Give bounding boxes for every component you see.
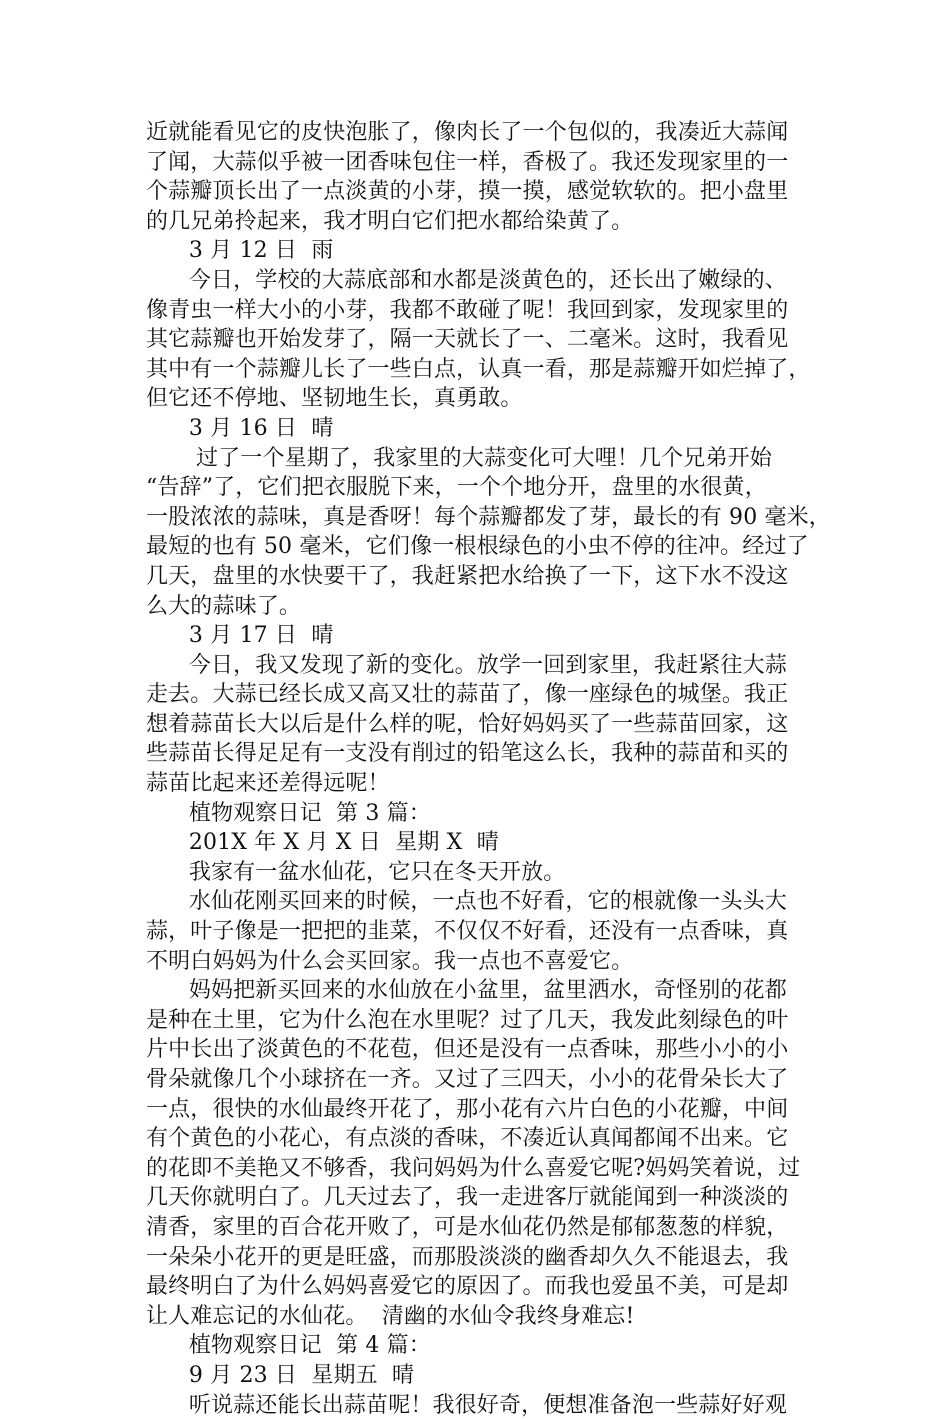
text-line: 骨朵就像几个小球挤在一齐。又过了三四天，小小的花骨朵长大了 xyxy=(146,1067,789,1092)
text-line: 是种在土里，它为什么泡在水里呢？过了几天，我发此刻绿色的叶 xyxy=(146,1007,789,1033)
text-line: 蒜苗比起来还差得远呢！ xyxy=(146,771,390,797)
text-line: 最终明白了为什么妈妈喜爱它的原因了。而我也爱虽不美，可是却 xyxy=(146,1274,789,1300)
text-line: 近就能看见它的皮快泡胀了，像肉长了一个包似的，我凑近大蒜闻 xyxy=(146,120,789,145)
entry-date-heading: 3 月 12 日 雨 xyxy=(146,238,334,264)
text-line: 让人难忘记的水仙花。 清幽的水仙令我终身难忘! xyxy=(146,1303,635,1329)
entry-date-heading: 201X 年 X 月 X 日 星期 X 晴 xyxy=(146,830,499,856)
text-line: 其它蒜瓣也开始发芽了，隔一天就长了一、二毫米。这时，我看见 xyxy=(146,327,789,353)
text-line: 听说蒜还能长出蒜苗呢！我很好奇，便想准备泡一些蒜好好观 xyxy=(146,1392,787,1418)
text-line: 一点，很快的水仙最终开花了，那小花有六片白色的小花瓣，中间 xyxy=(146,1096,789,1122)
section-heading: 植物观察日记 第 3 篇： xyxy=(146,800,431,826)
text-line: 的几兄弟拎起来，我才明白它们把水都给染黄了。 xyxy=(146,208,634,234)
text-line: 些蒜苗长得足足有一支没有削过的铅笔这么长，我种的蒜苗和买的 xyxy=(146,741,789,767)
section-heading: 植物观察日记 第 4 篇： xyxy=(146,1333,431,1359)
entry-date-heading: 3 月 16 日 晴 xyxy=(146,415,334,441)
text-line: 个蒜瓣顶长出了一点淡黄的小芽，摸一摸，感觉软软的。把小盘里 xyxy=(146,179,789,205)
text-line: 有个黄色的小花心，有点淡的香味，不凑近认真闻都闻不出来。它 xyxy=(146,1126,789,1152)
text-line: 想着蒜苗长大以后是什么样的呢，恰好妈妈买了一些蒜苗回家，这 xyxy=(146,711,789,737)
text-line: 走去。大蒜已经长成又高又壮的蒜苗了，像一座绿色的城堡。我正 xyxy=(146,682,789,708)
text-line: 几天你就明白了。几天过去了，我一走进客厅就能闻到一种淡淡的 xyxy=(146,1185,789,1211)
text-line: 我家有一盆水仙花，它只在冬天开放。 xyxy=(146,859,566,885)
text-line: 的花即不美艳又不够香，我问妈妈为什么喜爱它呢?妈妈笑着说，过 xyxy=(146,1155,801,1181)
text-line: 一朵朵小花开的更是旺盛，而那股淡淡的幽香却久久不能退去，我 xyxy=(146,1244,789,1270)
text-line: 水仙花刚买回来的时候，一点也不好看，它的根就像一头头大 xyxy=(146,889,787,915)
text-line: 像青虫一样大小的小芽，我都不敢碰了呢！我回到家，发现家里的 xyxy=(146,297,789,323)
text-line: 清香，家里的百合花开败了，可是水仙花仍然是郁郁葱葱的样貌， xyxy=(146,1214,789,1240)
text-line: 一股浓浓的蒜味，真是香呀！每个蒜瓣都发了芽，最长的有 90 毫米， xyxy=(146,504,831,530)
text-line: 今日，我又发现了新的变化。放学一回到家里，我赶紧往大蒜 xyxy=(146,652,787,678)
text-line: 过了一个星期了，我家里的大蒜变化可大哩！几个兄弟开始 xyxy=(146,445,772,471)
text-line: 但它还不停地、坚韧地生长，真勇敢。 xyxy=(146,386,523,412)
text-line: 最短的也有 50 毫米，它们像一根根绿色的小虫不停的往冲。经过了 xyxy=(146,534,809,560)
text-line: 蒜，叶子像是一把把的韭菜，不仅仅不好看，还没有一点香味，真 xyxy=(146,919,789,945)
entry-date-heading: 3 月 17 日 晴 xyxy=(146,623,334,649)
text-line: 么大的蒜味了。 xyxy=(146,593,302,619)
entry-date-heading: 9 月 23 日 星期五 晴 xyxy=(146,1362,415,1388)
text-line: 不明白妈妈为什么会买回家。我一点也不喜爱它。 xyxy=(146,948,634,974)
text-line: “告辞”了，它们把衣服脱下来，一个个地分开，盘里的水很黄， xyxy=(146,475,767,501)
text-line: 片中长出了淡黄色的不花苞，但还是没有一点香味，那些小小的小 xyxy=(146,1037,789,1063)
text-line: 了闻，大蒜似乎被一团香味包住一样，香极了。我还发现家里的一 xyxy=(146,149,789,175)
text-line: 其中有一个蒜瓣儿长了一些白点，认真一看，那是蒜瓣开如烂掉了， xyxy=(146,356,811,382)
diary-text-body xyxy=(146,118,831,1420)
text-line: 几天，盘里的水快要干了，我赶紧把水给换了一下，这下水不没这 xyxy=(146,563,789,589)
text-line: 今日，学校的大蒜底部和水都是淡黄色的，还长出了嫩绿的、 xyxy=(146,267,787,293)
text-line: 妈妈把新买回来的水仙放在小盆里，盆里洒水，奇怪别的花都 xyxy=(146,978,787,1004)
